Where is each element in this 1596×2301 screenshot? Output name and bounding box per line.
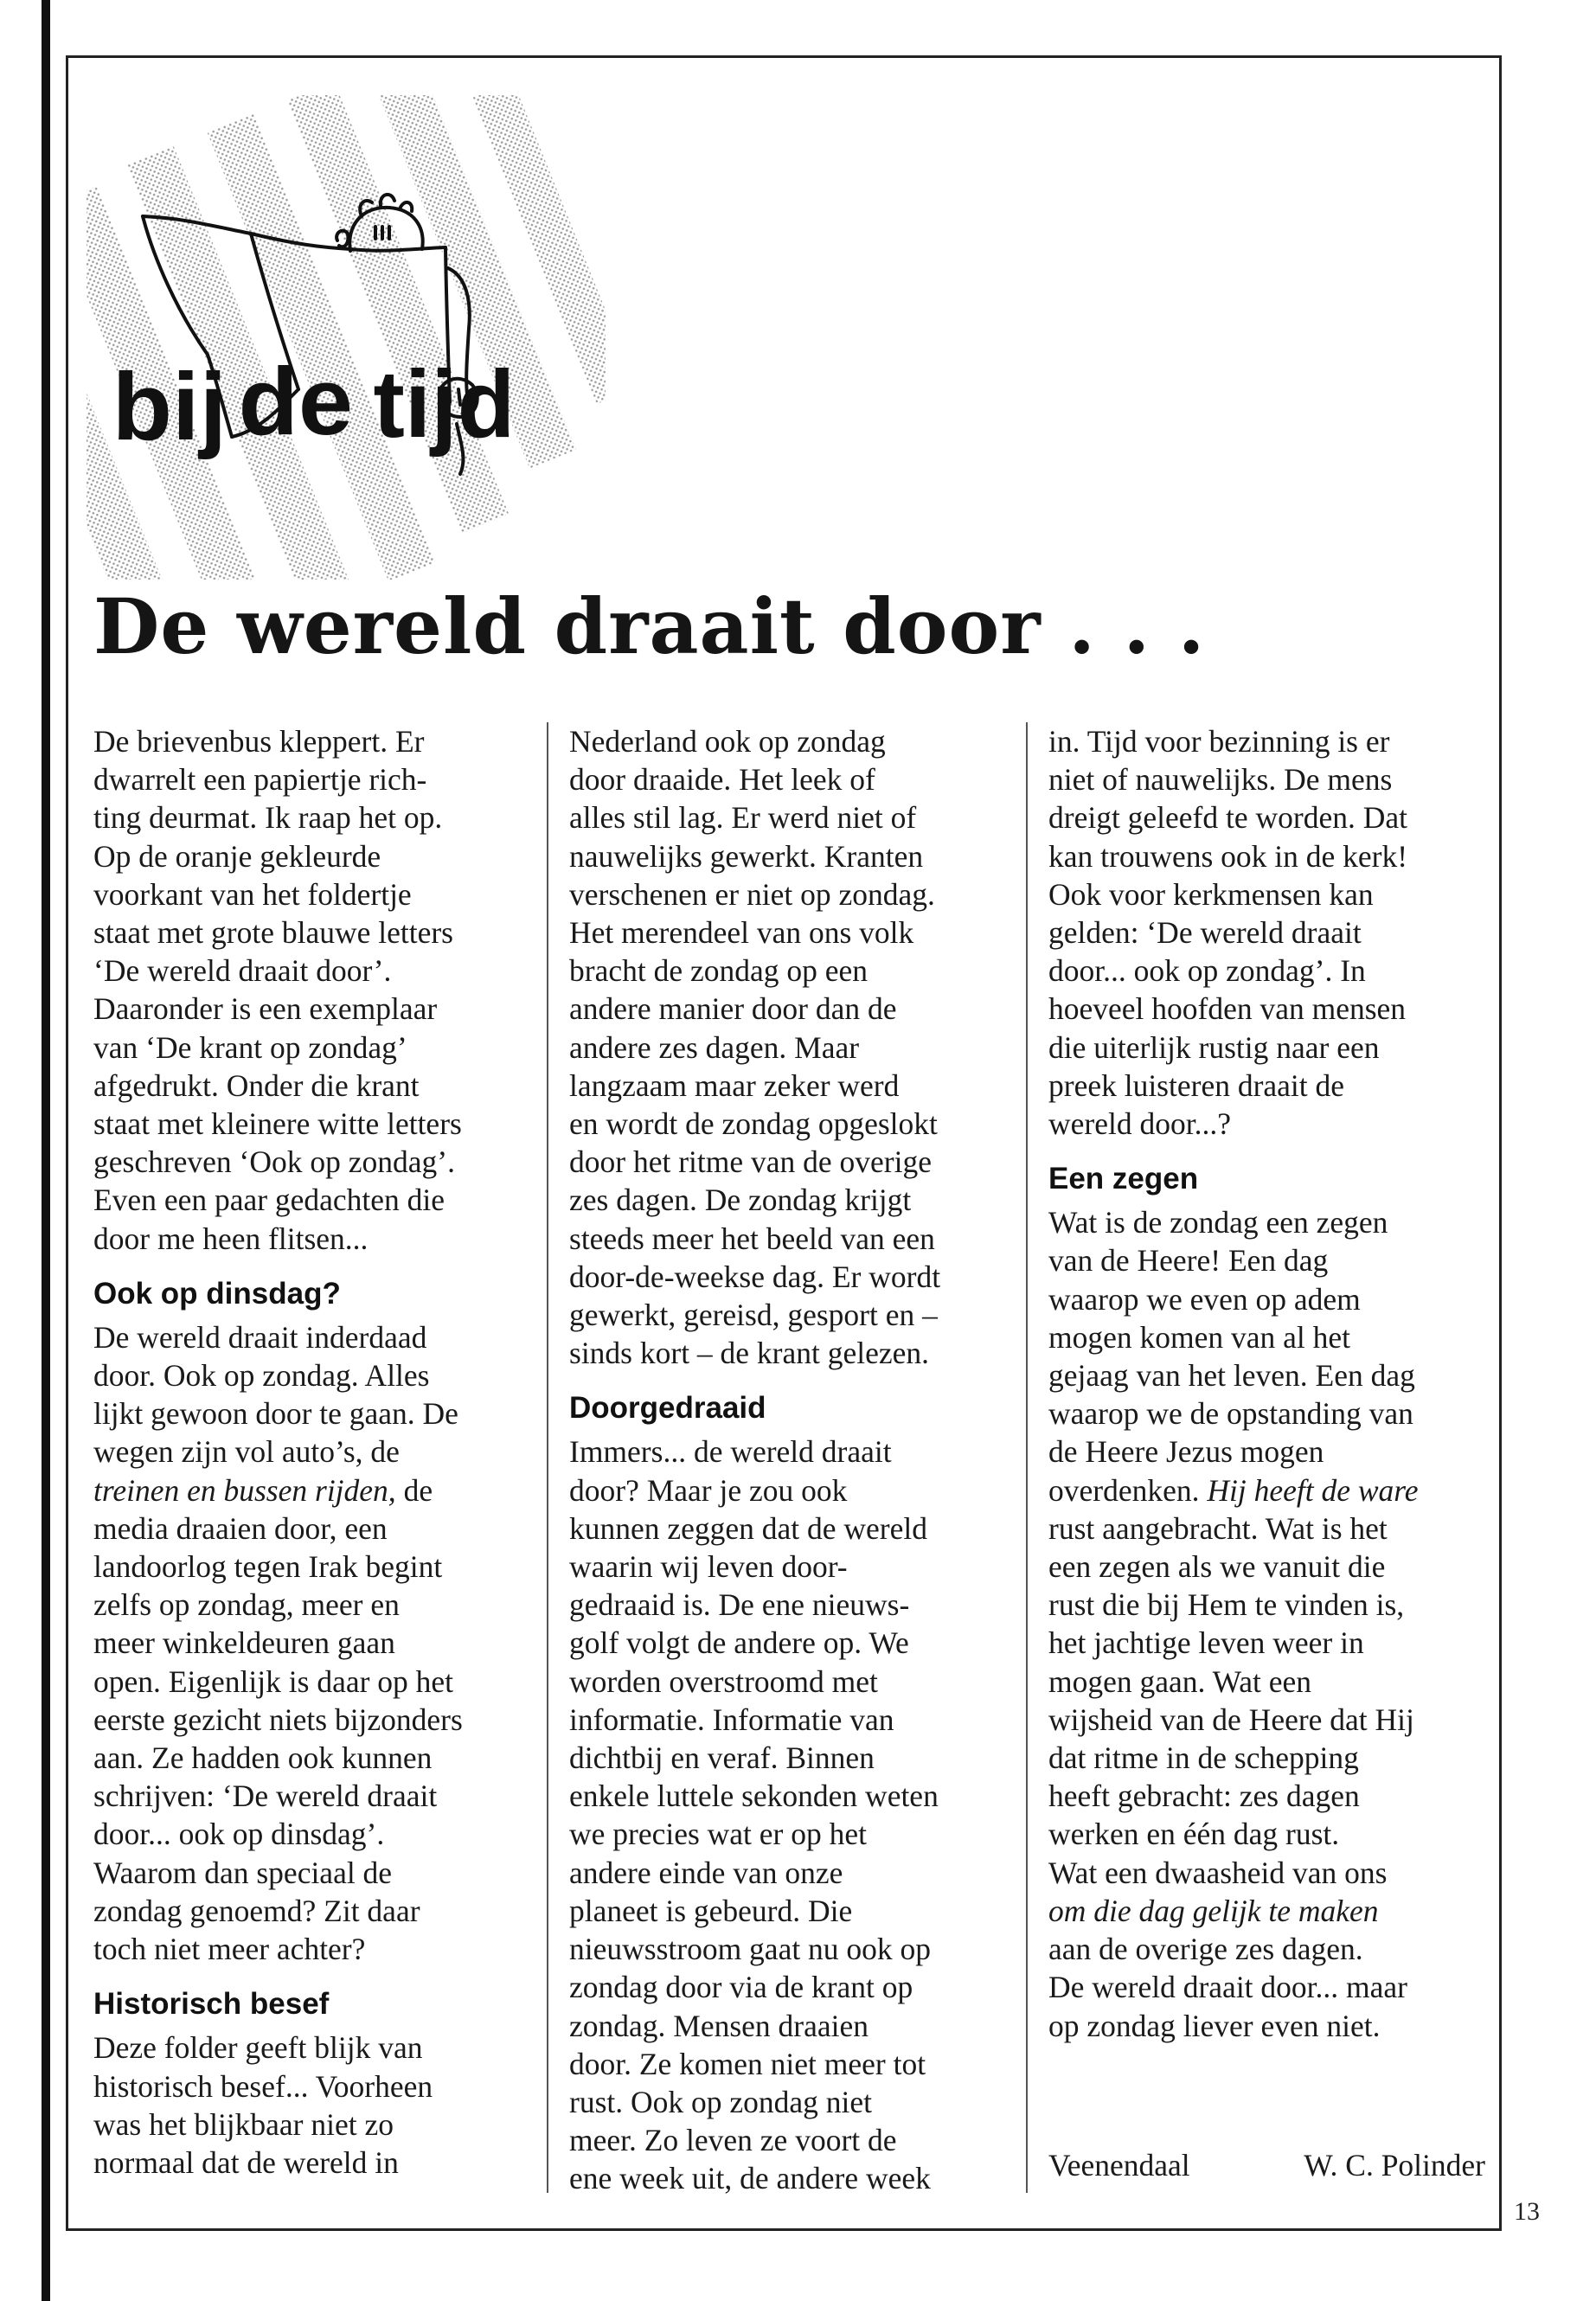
text-line: door? Maar je zou ook	[569, 1472, 848, 1508]
text-line: van ‘De krant op zondag’	[93, 1029, 407, 1065]
text-line: staat met kleinere witte letters	[93, 1106, 462, 1142]
text-line: niet of nauwelijks. De mens	[1048, 762, 1393, 798]
text-line: staat met grote blauwe letters	[93, 915, 453, 951]
text-line: kunnen zeggen dat de wereld	[569, 1510, 927, 1546]
text-line: we precies wat er op het	[569, 1817, 867, 1852]
subheading-doorgedraaid: Doorgedraaid	[569, 1391, 766, 1426]
text-line: de Heere Jezus mogen	[1048, 1434, 1324, 1470]
column-divider	[547, 722, 548, 2193]
text-line: zondag genoemd? Zit daar	[93, 1893, 420, 1928]
text-line: ‘De wereld draait door’.	[93, 953, 392, 989]
text-line: andere zes dagen. Maar	[569, 1029, 860, 1065]
author-name: W. C. Polinder	[1304, 2148, 1485, 2182]
text-line: schrijven: ‘De wereld draait	[93, 1779, 438, 1814]
text-line: afgedrukt. Onder die krant	[93, 1067, 420, 1103]
text-line: nieuwsstroom gaat nu ook op	[569, 1932, 932, 1967]
text-line: meer. Zo leven ze voort de	[569, 2123, 897, 2158]
text-line: mogen gaan. Wat een	[1048, 1663, 1312, 1699]
text-line: Ook voor kerkmensen kan	[1048, 876, 1374, 912]
text-line: zes dagen. De zondag krijgt	[569, 1183, 912, 1218]
text-line: waarin wij leven door-	[569, 1549, 848, 1585]
subheading-historisch-besef: Historisch besef	[93, 1987, 330, 2022]
text-line: dwarrelt een papiertje rich-	[93, 762, 427, 798]
text-line: gelden: ‘De wereld draait	[1048, 915, 1362, 951]
text-line: gedraaid is. De ene nieuws-	[569, 1587, 910, 1623]
text-line: het jachtige leven weer in	[1048, 1625, 1364, 1661]
text-line: alles stil lag. Er werd niet of	[569, 800, 917, 836]
text-line: open. Eigenlijk is daar op het	[93, 1663, 454, 1699]
italic-text: Hij heeft de ware	[1207, 1472, 1419, 1508]
article-column-1	[93, 722, 526, 2182]
halftone-stripes	[87, 95, 606, 580]
text-line: dat ritme in de schepping	[1048, 1740, 1359, 1776]
paragraph	[569, 722, 1002, 1372]
text-line: eerste gezicht niets bijzonders	[93, 1702, 463, 1737]
text-line: door. Ook op zondag. Alles	[93, 1358, 430, 1394]
text-line: een zegen als we vanuit die	[1048, 1549, 1386, 1585]
text-line: rust die bij Hem te vinden is,	[1048, 1587, 1405, 1623]
text-line: Even een paar gedachten die	[93, 1183, 445, 1218]
author-place: Veenendaal	[1048, 2148, 1190, 2182]
text-line: langzaam maar zeker werd	[569, 1067, 900, 1103]
text-line: informatie. Informatie van	[569, 1702, 894, 1737]
text-line: aan. Ze hadden ook kunnen	[93, 1740, 433, 1776]
text-line: was het blijkbaar niet zo	[93, 2106, 394, 2142]
text-line: steeds meer het beeld van een	[569, 1221, 935, 1256]
text-line: wegen zijn vol auto’s, de	[93, 1434, 400, 1470]
article-title: De wereld draait door . . .	[93, 581, 1206, 671]
paragraph	[1048, 722, 1485, 1143]
text-line: Daaronder is een exemplaar	[93, 991, 438, 1027]
text-line: ene week uit, de andere week	[569, 2161, 931, 2196]
text-line: werken en één dag rust.	[1048, 1817, 1340, 1852]
column-logo	[87, 95, 606, 580]
text-line: andere manier door dan de	[569, 991, 897, 1027]
text-line: wijsheid van de Heere dat Hij	[1048, 1702, 1414, 1737]
text-line: mogen komen van al het	[1048, 1319, 1350, 1355]
text-line: zelfs op zondag, meer en	[93, 1587, 400, 1623]
text-line: andere einde van onze	[569, 1855, 843, 1890]
text-line: media draaien door, een	[93, 1510, 388, 1546]
text-line: door het ritme van de overige	[569, 1144, 932, 1180]
text-line: aan de overige zes dagen.	[1048, 1932, 1363, 1967]
text-line: voorkant van het foldertje	[93, 876, 412, 912]
text-line: Wat is de zondag een zegen	[1048, 1205, 1388, 1240]
article-column-2	[569, 722, 1002, 2198]
text-line: Het merendeel van ons volk	[569, 915, 914, 951]
paragraph	[93, 722, 526, 1258]
text-line	[93, 1471, 526, 1509]
text-line: zondag door via de krant op	[569, 1970, 913, 2005]
paragraph	[93, 1318, 526, 1968]
text-line: Immers... de wereld draait	[569, 1434, 892, 1470]
text-line: rust. Ook op zondag niet	[569, 2084, 873, 2119]
text-line: De wereld draait inderdaad	[93, 1319, 427, 1355]
text-line: Deze folder geeft blijk van	[93, 2030, 423, 2066]
page-number: 13	[1514, 2197, 1540, 2226]
text-line: kan trouwens ook in de kerk!	[1048, 838, 1408, 874]
text-line	[1048, 1471, 1485, 1509]
article-column-3	[1048, 722, 1485, 2045]
text-line: Wat een dwaasheid van ons	[1048, 1855, 1388, 1890]
text-line: verschenen er niet op zondag.	[569, 876, 935, 912]
text-line: en wordt de zondag opgeslokt	[569, 1106, 938, 1142]
text-line: zondag. Mensen draaien	[569, 2008, 869, 2043]
text-line: ting deurmat. Ik raap het op.	[93, 800, 443, 836]
text-line: normaal dat de wereld in	[93, 2144, 399, 2180]
text-line: enkele luttele sekonden weten	[569, 1779, 939, 1814]
text-line: worden overstroomd met	[569, 1663, 878, 1699]
page-spine	[42, 0, 50, 2301]
text-line: heeft gebracht: zes dagen	[1048, 1779, 1360, 1814]
text-line: historisch besef... Voorheen	[93, 2068, 433, 2104]
text-line: door... ook op zondag’. In	[1048, 953, 1366, 989]
text-line: wereld door...?	[1048, 1106, 1231, 1142]
text-line: door draaide. Het leek of	[569, 762, 875, 798]
paragraph	[1048, 1203, 1485, 2044]
text-line: waarop we even op adem	[1048, 1281, 1361, 1317]
text-line: Nederland ook op zondag	[569, 724, 886, 759]
text-line: dichtbij en veraf. Binnen	[569, 1740, 875, 1776]
text-line: landoorlog tegen Irak begint	[93, 1549, 443, 1585]
text-line: nauwelijks gewerkt. Kranten	[569, 838, 924, 874]
italic-text: treinen en bussen rijden,	[93, 1472, 396, 1508]
text-line: golf volgt de andere op. We	[569, 1625, 909, 1661]
subheading-een-zegen: Een zegen	[1048, 1162, 1199, 1196]
text-line: door. Ze komen niet meer tot	[569, 2046, 926, 2081]
logo-word-bij: bij	[112, 353, 228, 460]
text-line: dreigt geleefd te worden. Dat	[1048, 800, 1407, 836]
text-fragment: overdenken.	[1048, 1472, 1208, 1508]
text-line: gejaag van het leven. Een dag	[1048, 1358, 1415, 1394]
paragraph	[569, 1433, 1002, 2197]
text-line: rust aangebracht. Wat is het	[1048, 1510, 1388, 1546]
text-line: lijkt gewoon door te gaan. De	[93, 1396, 458, 1432]
text-line: waarop we de opstanding van	[1048, 1396, 1413, 1432]
text-line: van de Heere! Een dag	[1048, 1243, 1329, 1279]
text-line: De brievenbus kleppert. Er	[93, 724, 425, 759]
text-line: Waarom dan speciaal de	[93, 1855, 393, 1890]
text-line: bracht de zondag op een	[569, 953, 868, 989]
subheading-ook-op-dinsdag: Ook op dinsdag?	[93, 1276, 341, 1311]
text-line: die uiterlijk rustig naar een	[1048, 1029, 1380, 1065]
logo-word-tijd: tijd	[373, 350, 516, 458]
text-line: Op de oranje gekleurde	[93, 838, 381, 874]
text-line: door... ook op dinsdag’.	[93, 1817, 385, 1852]
text-line: De wereld draait door... maar	[1048, 1970, 1407, 2005]
paragraph	[93, 2029, 526, 2182]
text-line: op zondag liever even niet.	[1048, 2008, 1381, 2043]
text-line: meer winkeldeuren gaan	[93, 1625, 395, 1661]
text-line: door me heen flitsen...	[93, 1221, 369, 1256]
text-line: geschreven ‘Ook op zondag’.	[93, 1144, 455, 1180]
text-line: sinds kort – de krant gelezen.	[569, 1336, 930, 1371]
text-line: toch niet meer achter?	[93, 1932, 366, 1967]
logo-word-de: de	[238, 348, 354, 455]
text-line: door-de-weekse dag. Er wordt	[569, 1259, 941, 1294]
text-line: gewerkt, gereisd, gesport en –	[569, 1298, 938, 1333]
text-line: hoeveel hoofden van mensen	[1048, 991, 1407, 1027]
text-fragment: de	[395, 1472, 433, 1508]
text-line: in. Tijd voor bezinning is er	[1048, 724, 1390, 759]
logo-wordmark	[112, 349, 516, 460]
column-divider	[1026, 722, 1028, 2193]
text-line: om die dag gelijk te maken	[1048, 1893, 1379, 1928]
text-line: planeet is gebeurd. Die	[569, 1893, 853, 1928]
text-line: preek luisteren draait de	[1048, 1067, 1345, 1103]
